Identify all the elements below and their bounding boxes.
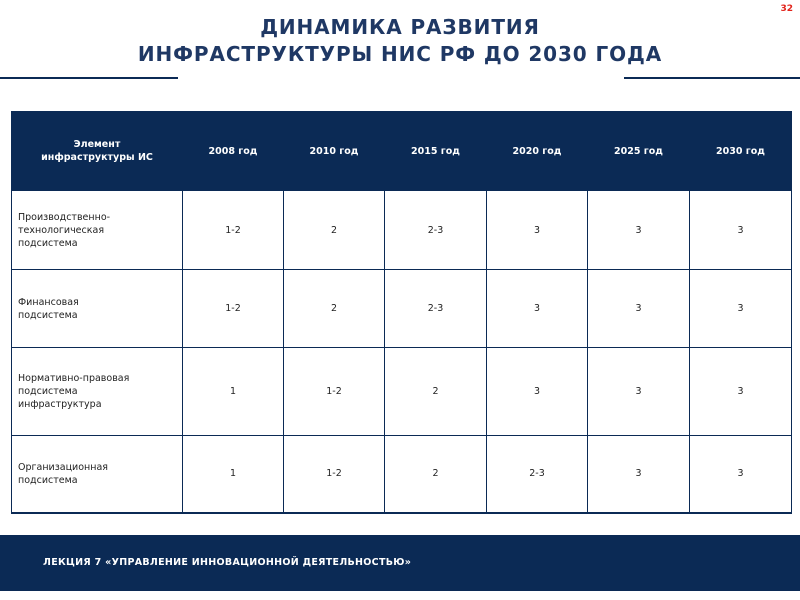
table-cell: 2 [284,270,385,348]
header-2010: 2010 год [284,112,385,191]
table-cell: 3 [690,191,792,270]
header-element: Элемент инфраструктуры ИС [12,112,183,191]
table-cell: 3 [588,191,690,270]
table-cell: 3 [487,270,588,348]
title-rule-left [0,77,178,79]
table-row [12,348,792,436]
table-cell: 3 [690,348,792,436]
footer-lecture-title: ЛЕКЦИЯ 7 «УПРАВЛЕНИЕ ИННОВАЦИОННОЙ ДЕЯТЕЛЬНОСТЬЮ» [43,557,412,568]
page-number: 32 [780,4,793,14]
page-title [0,14,800,68]
table-header-row [12,112,792,191]
table-cell: 1-2 [183,270,284,348]
table-cell: 1-2 [284,436,385,513]
table-cell: 3 [588,348,690,436]
table-cell: 2 [385,436,487,513]
table-cell: 2-3 [385,270,487,348]
title-rule-right [624,77,800,79]
table-cell: 3 [487,348,588,436]
table-cell: 1 [183,436,284,513]
row-label: Организационная подсистема [12,436,183,513]
row-label: Производственно-технологическая подсистема [12,191,183,270]
row-label: Финансовая подсистема [12,270,183,348]
header-2020: 2020 год [487,112,588,191]
header-2008: 2008 год [183,112,284,191]
table-cell: 3 [690,270,792,348]
table-cell: 3 [487,191,588,270]
table-cell: 3 [690,436,792,513]
table-cell: 3 [588,436,690,513]
row-label: Нормативно-правовая подсистема инфраструктура [12,348,183,436]
footer-bar [0,535,800,591]
header-2015: 2015 год [385,112,487,191]
table-cell: 2-3 [385,191,487,270]
table-row [12,191,792,270]
table-cell: 2-3 [487,436,588,513]
table-cell: 1-2 [284,348,385,436]
title-line-2: ИНФРАСТРУКТУРЫ НИС РФ ДО 2030 ГОДА [137,42,663,66]
table-cell: 1-2 [183,191,284,270]
table-cell: 3 [588,270,690,348]
table-cell: 1 [183,348,284,436]
infrastructure-table [11,111,792,514]
table-row [12,270,792,348]
header-2030: 2030 год [690,112,792,191]
table-cell: 2 [385,348,487,436]
header-2025: 2025 год [588,112,690,191]
table-row [12,436,792,513]
title-line-1: ДИНАМИКА РАЗВИТИЯ [260,15,540,39]
table-cell: 2 [284,191,385,270]
